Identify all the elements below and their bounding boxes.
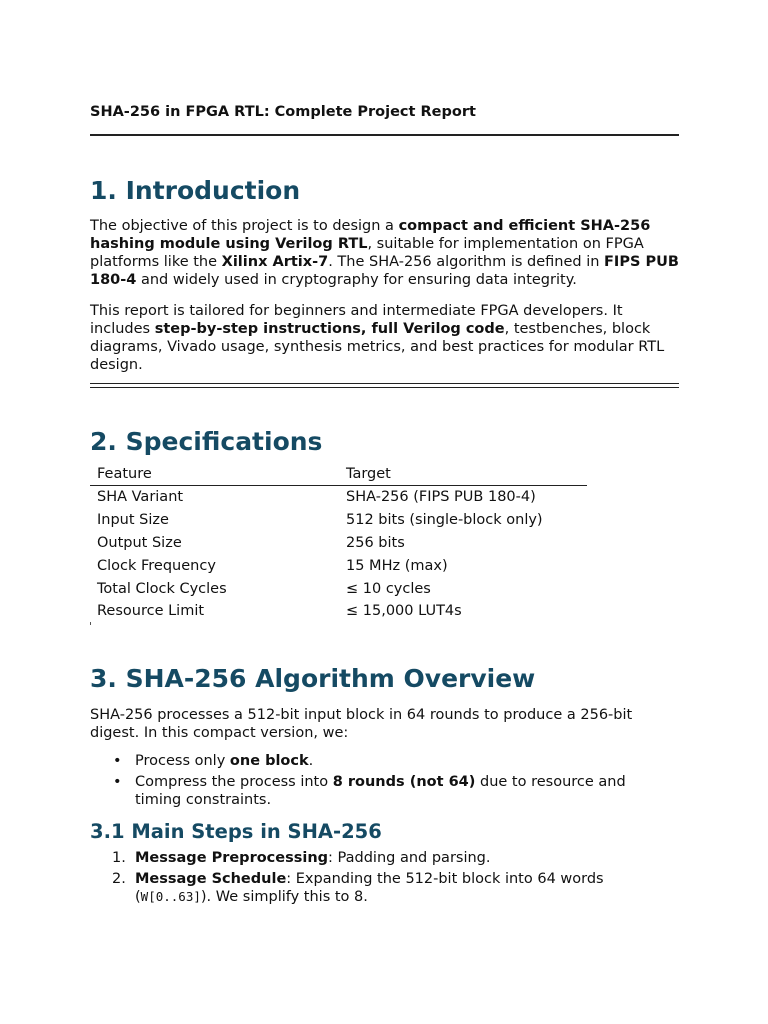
table-row bbox=[90, 509, 587, 532]
list-item bbox=[90, 849, 670, 867]
intro-p2-text-1: This report is tailored for beginners and intermediate FPGA developers. It includes bbox=[90, 303, 623, 337]
intro-p1-bold-1: compact and efficient SHA-256 hashing module using Verilog RTL bbox=[90, 218, 651, 252]
step-number: 1. bbox=[112, 850, 126, 866]
list-item bbox=[90, 773, 670, 809]
bullet-bold: one block bbox=[229, 753, 309, 769]
step-text: : Expanding the 512-bit block into 64 words ( bbox=[135, 871, 604, 905]
intro-p1-text-3: . The SHA-256 algorithm is defined in bbox=[328, 254, 605, 270]
document-title: SHA-256 in FPGA RTL: Complete Project Report bbox=[90, 104, 476, 120]
section-divider bbox=[90, 383, 679, 388]
intro-p1-bold-2: Xilinx Artix-7 bbox=[221, 254, 329, 270]
list-item bbox=[90, 752, 670, 770]
section-heading-specifications: 2. Specifications bbox=[90, 427, 323, 456]
table-cell-target: 512 bits (single-block only) bbox=[346, 512, 543, 529]
intro-p1-text-1: The objective of this project is to design a bbox=[90, 218, 399, 234]
table-header-target: Target bbox=[339, 462, 587, 486]
bullet-text: . bbox=[308, 753, 314, 769]
intro-p1-text-4: and widely used in cryptography for ensuring data integrity. bbox=[136, 272, 577, 288]
step-title: Message Preprocessing bbox=[135, 850, 329, 866]
table-cell-feature: Clock Frequency bbox=[97, 557, 216, 574]
table-cell-target: SHA-256 (FIPS PUB 180-4) bbox=[346, 489, 536, 506]
intro-p1-text-2: , suitable for implementation on FPGA platforms like the bbox=[90, 236, 644, 270]
table-row bbox=[90, 600, 587, 623]
intro-p2-bold-1: step-by-step instructions, full Verilog code bbox=[154, 321, 505, 337]
overview-bullet-list bbox=[90, 752, 670, 812]
table-cell-target: 256 bits bbox=[346, 534, 405, 551]
intro-paragraph-2 bbox=[90, 302, 680, 374]
table-header-row bbox=[90, 462, 587, 486]
bullet-icon: • bbox=[113, 753, 122, 769]
table-cell-feature: Resource Limit bbox=[97, 603, 205, 620]
title-divider bbox=[90, 134, 679, 136]
bullet-text: due to resource and timing constraints. bbox=[135, 774, 626, 808]
step-code: W[0..63] bbox=[140, 889, 201, 904]
list-item bbox=[90, 870, 670, 906]
table-row bbox=[90, 577, 587, 600]
table-row bbox=[90, 554, 587, 577]
step-title: Message Schedule bbox=[135, 871, 287, 887]
bullet-bold: 8 rounds (not 64) bbox=[332, 774, 476, 790]
intro-p2-text-2: , testbenches, block diagrams, Vivado usage, synthesis metrics, and best practices for modular RTL design. bbox=[90, 321, 665, 373]
table-header-feature: Feature bbox=[90, 462, 339, 486]
table-cell-target: ≤ 10 cycles bbox=[346, 580, 431, 597]
table-cell-target: ≤ 15,000 LUT4s bbox=[346, 603, 462, 620]
section-heading-introduction: 1. Introduction bbox=[90, 176, 301, 205]
bullet-text: Process only bbox=[135, 753, 230, 769]
subsection-heading-main-steps: 3.1 Main Steps in SHA-256 bbox=[90, 820, 382, 843]
table-cell-target: 15 MHz (max) bbox=[346, 557, 448, 574]
specifications-table bbox=[90, 462, 587, 623]
main-steps-list bbox=[90, 849, 670, 909]
intro-paragraph-1 bbox=[90, 217, 680, 289]
table-cell-feature: Total Clock Cycles bbox=[97, 580, 227, 597]
overview-paragraph: SHA-256 processes a 512-bit input block in 64 rounds to produce a 256-bit digest. In this compact version, we: bbox=[90, 707, 633, 741]
table-cell-feature: Input Size bbox=[97, 512, 169, 529]
step-number: 2. bbox=[112, 871, 126, 887]
intro-p1-bold-3: FIPS PUB 180-4 bbox=[90, 254, 679, 288]
step-text: : Padding and parsing. bbox=[328, 850, 491, 866]
table-cell-feature: SHA Variant bbox=[97, 489, 184, 506]
bullet-text: Compress the process into bbox=[135, 774, 333, 790]
bullet-icon: • bbox=[113, 774, 122, 790]
table-cell-feature: Output Size bbox=[97, 534, 182, 551]
table-row bbox=[90, 486, 587, 509]
step-text: ). We simplify this to 8. bbox=[200, 889, 368, 905]
section-heading-algorithm-overview: 3. SHA-256 Algorithm Overview bbox=[90, 664, 536, 693]
table-row bbox=[90, 532, 587, 555]
table-end-mark bbox=[90, 622, 91, 625]
